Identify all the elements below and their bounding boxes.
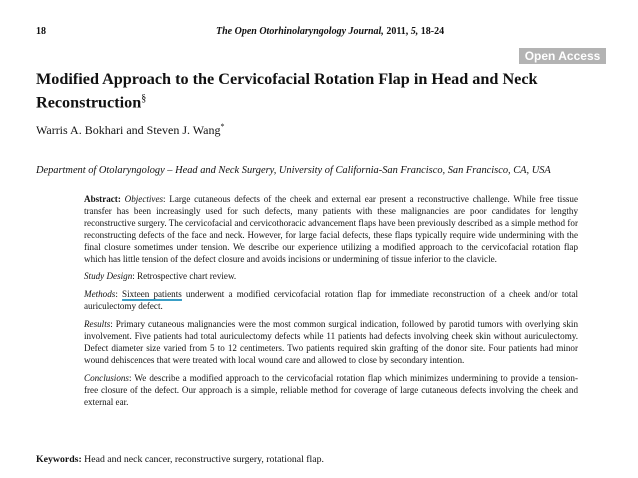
page-number: 18 — [36, 26, 46, 37]
methods-text: underwent a modified cervicofacial rotation flap for immediate reconstruction of a cheek and/or total auriculectomy defect. — [84, 289, 578, 312]
design-label: Study Design — [84, 271, 133, 282]
conclusions-label: Conclusions — [84, 372, 129, 383]
paper-title — [36, 70, 611, 112]
methods-label: Methods — [84, 289, 116, 300]
journal-volume: 5, — [410, 26, 419, 37]
abstract — [84, 194, 578, 415]
keywords-label: Keywords: — [36, 454, 82, 465]
abstract-label: Abstract: — [84, 194, 121, 204]
journal-citation — [216, 26, 444, 37]
abstract-study-design — [84, 271, 578, 283]
abstract-methods — [84, 289, 578, 313]
abstract-results — [84, 319, 578, 367]
results-text: : Primary cutaneous malignancies were the most common surgical indication, followed by parotid tumors with overlying skin involvement. Five patients had total auriculectomy defects while 11 patients had defects involving cheek skin without auriculectomy. Defect diameter size varied from 5 to 12 centimeters. Two patients required skin grafting of the donor site. Four patients had minor wound dehiscences that were treated with local wound care and allowed to close by secondary intention. — [84, 319, 578, 365]
journal-year: 2011, — [386, 26, 409, 37]
affiliation: Department of Otolaryngology – Head and Neck Surgery, University of California-San Francisco, San Francisco, CA, USA — [36, 165, 551, 176]
journal-name: The Open Otorhinolaryngology Journal, — [216, 26, 384, 37]
open-access-badge: Open Access — [519, 48, 606, 64]
abstract-objectives — [84, 194, 578, 265]
title-text: Modified Approach to the Cervicofacial Rotation Flap in Head and Neck Reconstruction — [36, 70, 538, 112]
keywords-text: Head and neck cancer, reconstructive surgery, rotational flap. — [81, 454, 324, 465]
author-footnote-mark: * — [220, 122, 225, 131]
abstract-conclusions — [84, 373, 578, 409]
keywords — [36, 454, 324, 465]
design-text: : Retrospective chart review. — [132, 271, 237, 282]
objectives-text: : Large cutaneous defects of the cheek and external ear present a reconstructive challenge. While free tissue transfer has been increasingly used for such defects, many patients with these malignancies are poor candidates for lengthy reconstructive surgery. The cervicofacial and cervicothoracic advancement flaps have been previously described as a simple method for reconstructing defects of the face and neck. However, for large facial defects, these flaps typically require wide undermining with the final closure sometimes under tension. We describe our experience utilizing a modified approach to the cervicofacial rotation flap which has little tension of the defect closure and avoids incisions or undermining of tissue inferior to the clavicle. — [84, 194, 578, 264]
title-footnote-mark: § — [141, 93, 147, 104]
methods-highlight: Sixteen patients — [122, 289, 182, 300]
conclusions-text: : We describe a modified approach to the cervicofacial rotation flap which minimizes undermining to provide a tension-free closure of the defect. Our approach is a simple, reliable method for coverage of large cutaneous defects involving the cheek and external ear. — [84, 372, 578, 407]
results-label: Results — [84, 319, 111, 330]
methods-separator: : — [115, 289, 123, 300]
objectives-label: Objectives — [124, 194, 164, 204]
journal-pages: 18-24 — [420, 26, 445, 37]
authors — [36, 122, 224, 138]
author-names: Warris A. Bokhari and Steven J. Wang — [36, 123, 221, 137]
